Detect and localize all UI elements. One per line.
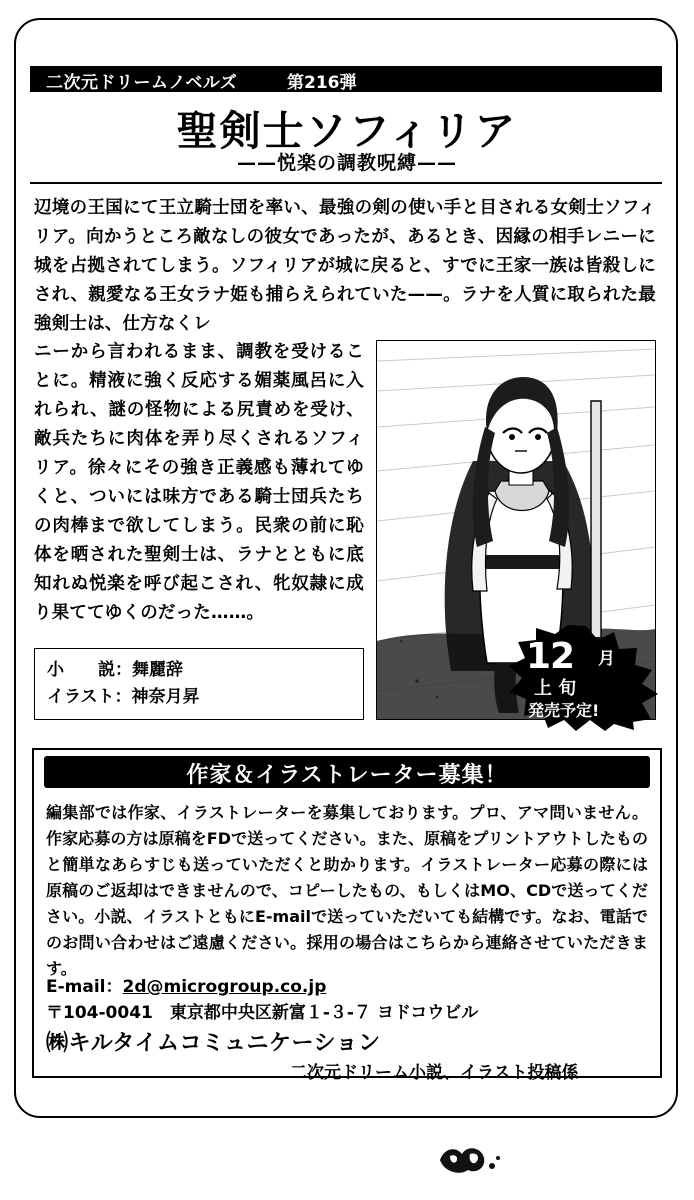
- release-month-number: 12: [526, 636, 575, 677]
- page-subtitle: ——悦楽の調教呪縛——: [236, 152, 457, 174]
- credit-illustrator-label: イラスト：: [47, 687, 132, 707]
- release-date-burst: [506, 624, 666, 732]
- recruitment-heading: 作家＆イラストレーター募集！: [186, 763, 508, 788]
- page-title: 聖剣士ソフィリア: [176, 107, 518, 155]
- recruitment-body-text: 編集部では作家、イラストレーターを募集しております。プロ、アマ問いません。作家応募の方は原稿をFDで送ってください。また、原稿をプリントアウトしたものと簡単なあらすじも送っていただくと助かります。イラストレーター応募の際には原稿のご返却はできませんので、コピーしたもの、もしくはMO、CDで送ってください。小説、イラストともにE-mailで送っていただいても結構です。なお、電話でのお問い合わせはご遠慮ください。採用の場合はこちらから連絡させていただきます。: [46, 803, 648, 978]
- contact-email-line: [46, 972, 326, 997]
- release-month-unit: 月: [598, 649, 615, 669]
- contact-email-label: E-mail：: [46, 977, 123, 997]
- credit-illustrator: [47, 684, 363, 711]
- footer-ornament-icon: [430, 1140, 510, 1180]
- credit-novel: [47, 657, 363, 684]
- contact-email-value[interactable]: 2d@microgroup.co.jp: [122, 977, 327, 997]
- synopsis-paragraph-left: ニーから言われるまま、調教を受けることに。精液に強く反応する媚薬風呂に入れられ、謎の怪物による尻責めを受け、敵兵たちに肉体を弄り尽くされるソフィリア。徐々にその強き正義感も薄れてゆくと、ついには味方である騎士団兵たちの肉棒まで欲してしまう。民衆の前に恥体を晒された聖剣士は、ラナとともに底知れぬ悦楽を呼び起こされ、牝奴隷に成り果ててゆくのだった……。: [34, 342, 364, 623]
- credits-box: [34, 648, 364, 720]
- release-status-text: 発売予定!: [528, 701, 600, 720]
- credit-illustrator-value: 神奈月昇: [131, 687, 200, 707]
- contact-postal-address: 〒104-0041 東京都中央区新富１-３-７ ヨドコウビル: [46, 1003, 479, 1023]
- release-period: 上 旬: [534, 678, 577, 699]
- credit-novel-label: 小 説：: [47, 660, 132, 680]
- department-name: 二次元ドリーム小説、イラスト投稿係: [290, 1063, 579, 1083]
- credit-novel-value: 舞麗辞: [132, 660, 183, 680]
- synopsis-paragraph-top: 辺境の王国にて王立騎士団を率い、最強の剣の使い手と目される女剣士ソフィリア。向かうところ敵なしの彼女であったが、あるとき、因縁の相手レニーに城を占拠されてしまう。ソフィリアが城に戻ると、すでに王家一族は皆殺しにされ、親愛なる王女ラナ姫も捕らえられていた——。ラナを人質に取られた最強剣士は、仕方なくレ: [34, 198, 656, 334]
- series-number: 第216弾: [287, 73, 357, 93]
- series-label: 二次元ドリームノベルズ: [46, 73, 238, 93]
- company-name: ㈱キルタイムコミュニケーション: [46, 1031, 381, 1056]
- title-divider: [30, 182, 662, 184]
